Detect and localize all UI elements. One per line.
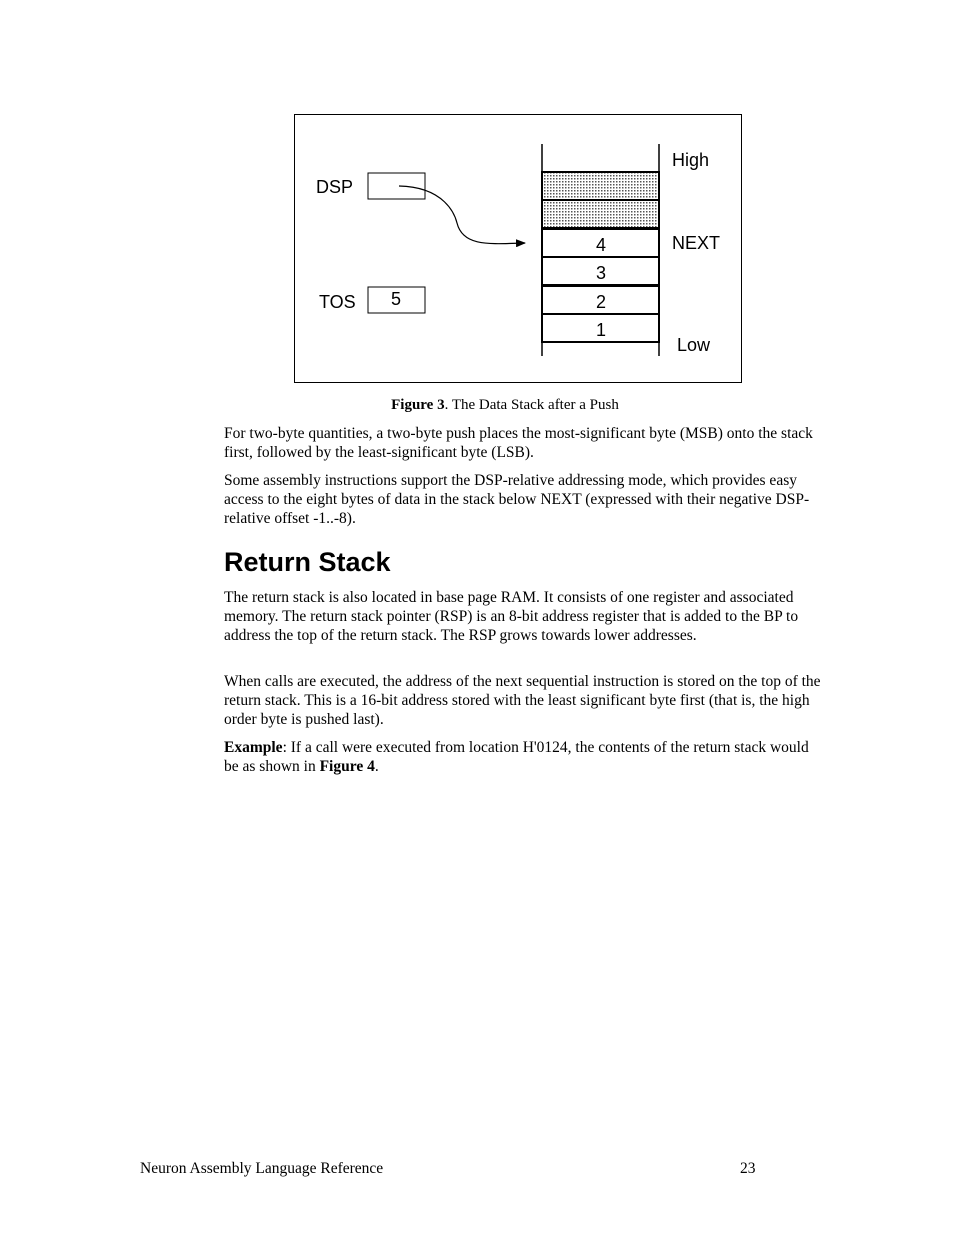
figure-caption-text: . The Data Stack after a Push (444, 397, 619, 413)
example-label: Example (224, 739, 283, 756)
page-number: 23 (740, 1160, 756, 1177)
figure-caption (0, 397, 954, 414)
stack-cell-empty (542, 172, 659, 200)
tos-value: 5 (391, 289, 402, 309)
example-text: : If a call were executed from location H'0124, the contents of the return stack would be as shown in (224, 739, 809, 775)
dsp-label: DSP (316, 177, 354, 197)
paragraph-example (224, 738, 824, 776)
stack-cell-value: 4 (595, 235, 607, 255)
section-heading-return-stack: Return Stack (224, 547, 391, 577)
paragraph-two-byte-push: For two-byte quantities, a two-byte push places the most-significant byte (MSB) onto the stack first, followed by the least-significant byte (LSB). (224, 425, 813, 461)
paragraph-return-stack-intro: The return stack is also located in base page RAM. It consists of one register and associated memory. The return stack pointer (RSP) is an 8-bit address register that is added to the BP to address the top of the return stack. The RSP grows towards lower addresses. (224, 589, 799, 644)
data-stack-diagram (295, 115, 743, 384)
paragraph-calls: When calls are executed, the address of the next sequential instruction is stored on the top of the return stack. This is a 16-bit address stored with the least significant byte first (that is, the high order byte is pushed last). (224, 673, 821, 728)
footer-title: Neuron Assembly Language Reference (140, 1160, 384, 1177)
figure-4-reference: Figure 4 (319, 758, 375, 775)
tos-label: TOS (319, 292, 356, 312)
figure-data-stack (294, 114, 742, 383)
paragraph-dsp-relative: Some assembly instructions support the DSP-relative addressing mode, which provides easy access to the eight bytes of data in the stack below NEXT (expressed with their negative DSP-relative offset -1..-8). (224, 472, 810, 527)
dsp-register-box (368, 173, 425, 199)
stack-cell-value: 2 (595, 292, 607, 312)
figure-caption-label: Figure 3 (391, 397, 445, 413)
stack-cell-empty (542, 200, 659, 228)
stack-cell-value: 3 (595, 263, 607, 283)
stack-cell-value: 1 (595, 320, 607, 340)
next-label: NEXT (672, 233, 721, 253)
low-label: Low (677, 335, 711, 355)
example-end: . (374, 758, 379, 775)
high-label: High (672, 150, 710, 170)
